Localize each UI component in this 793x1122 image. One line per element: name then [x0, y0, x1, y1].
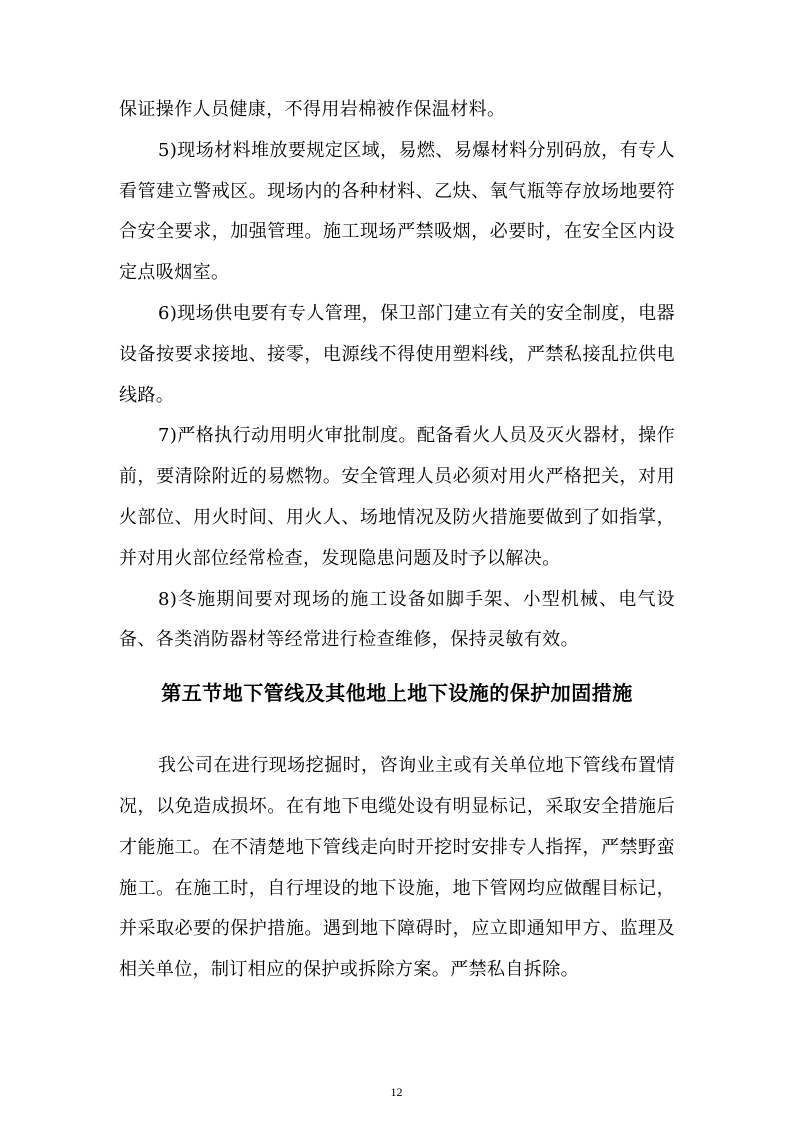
paragraph-item-8: 8)冬施期间要对现场的施工设备如脚手架、小型机械、电气设备、各类消防器材等经常进行检查维修，保持灵敏有效。: [119, 588, 675, 651]
page-content: [119, 90, 675, 991]
page-number: 12: [390, 1085, 403, 1099]
section-paragraph: 我公司在进行现场挖掘时，咨询业主或有关单位地下管线布置情况，以免造成损坏。在有地下电缆处设有明显标记，采取安全措施后才能施工。在不清楚地下管线走向时开挖时安排专人指挥，严禁野蛮施工。在施工时，自行埋设的地下设施，地下管网均应做醒目标记，并采取必要的保护措施。遇到地下障碍时，应立即通知甲方、监理及相关单位，制订相应的保护或拆除方案。严禁私自拆除。: [119, 755, 675, 981]
paragraph-item-7: 7)严格执行动用明火审批制度。配备看火人员及灭火器材，操作前，要清除附近的易燃物。安全管理人员必须对用火严格把关，对用火部位、用火时间、用火人、场地情况及防火措施要做到了如指掌，并对用火部位经常检查，发现隐患问题及时予以解决。: [119, 425, 675, 569]
paragraph-continuation: 保证操作人员健康，不得用岩棉被作保温材料。: [119, 99, 506, 120]
section-heading: 第五节地下管线及其他地上地下设施的保护加固措施: [161, 681, 633, 706]
paragraph-item-6: 6)现场供电要有专人管理，保卫部门建立有关的安全制度，电器设备按要求接地、接零，电源线不得使用塑料线，严禁私接乱拉供电线路。: [119, 302, 675, 406]
paragraph-item-5: 5)现场材料堆放要规定区域，易燃、易爆材料分别码放，有专人看管建立警戒区。现场内的各种材料、乙炔、氧气瓶等存放场地要符合安全要求，加强管理。施工现场严禁吸烟，必要时，在安全区内设定点吸烟室。: [119, 139, 675, 284]
